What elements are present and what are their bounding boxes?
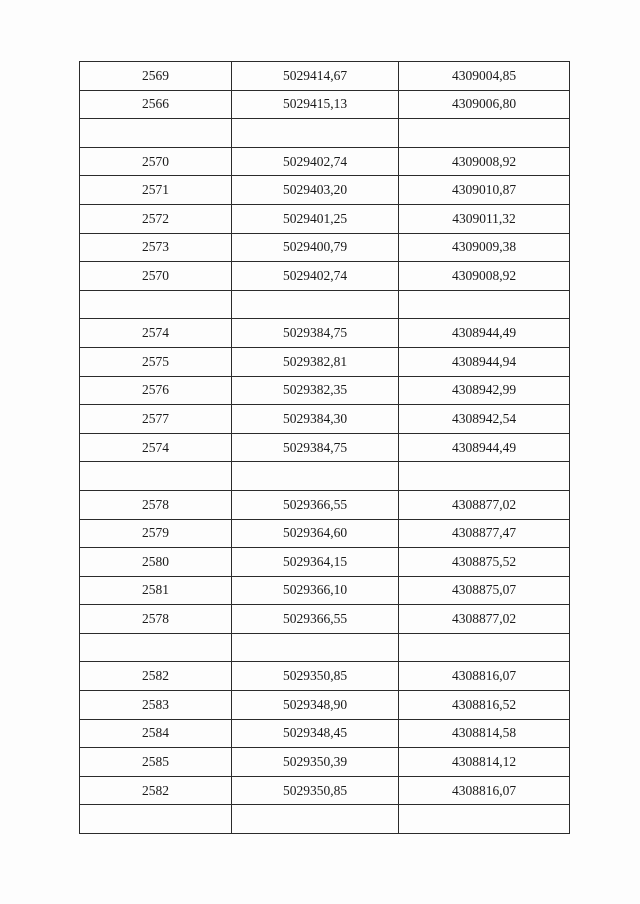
table-row [80,319,570,348]
x-coordinate-cell [232,462,399,491]
y-coordinate-cell: 4308814,58 [399,719,570,748]
x-coordinate-cell: 5029414,67 [232,62,399,91]
y-coordinate-cell [399,290,570,319]
separator-row [80,633,570,662]
x-coordinate-cell: 5029415,13 [232,90,399,119]
table-row [80,176,570,205]
y-coordinate-cell: 4309010,87 [399,176,570,205]
table-row [80,576,570,605]
point-number-cell: 2585 [80,748,232,777]
table-row [80,662,570,691]
x-coordinate-cell: 5029402,74 [232,262,399,291]
y-coordinate-cell: 4308942,54 [399,405,570,434]
x-coordinate-cell [232,805,399,834]
x-coordinate-cell: 5029402,74 [232,147,399,176]
table-row [80,204,570,233]
y-coordinate-cell: 4308816,07 [399,662,570,691]
table-row [80,233,570,262]
point-number-cell: 2578 [80,605,232,634]
table-row [80,719,570,748]
point-number-cell: 2579 [80,519,232,548]
y-coordinate-cell: 4309008,92 [399,262,570,291]
point-number-cell: 2569 [80,62,232,91]
x-coordinate-cell [232,119,399,148]
y-coordinate-cell [399,462,570,491]
point-number-cell: 2570 [80,147,232,176]
table-row [80,347,570,376]
point-number-cell: 2576 [80,376,232,405]
y-coordinate-cell: 4308944,49 [399,319,570,348]
separator-row [80,119,570,148]
point-number-cell [80,462,232,491]
y-coordinate-cell: 4308877,02 [399,605,570,634]
x-coordinate-cell: 5029350,85 [232,662,399,691]
point-number-cell: 2584 [80,719,232,748]
point-number-cell: 2577 [80,405,232,434]
table-row [80,90,570,119]
separator-row [80,290,570,319]
y-coordinate-cell: 4309011,32 [399,204,570,233]
point-number-cell: 2583 [80,691,232,720]
table-row [80,147,570,176]
point-number-cell: 2574 [80,433,232,462]
x-coordinate-cell: 5029366,55 [232,605,399,634]
table-row [80,548,570,577]
point-number-cell [80,633,232,662]
point-number-cell [80,119,232,148]
point-number-cell [80,290,232,319]
y-coordinate-cell: 4308877,02 [399,490,570,519]
x-coordinate-cell: 5029348,90 [232,691,399,720]
point-number-cell: 2571 [80,176,232,205]
point-number-cell: 2575 [80,347,232,376]
point-number-cell: 2578 [80,490,232,519]
table-row [80,376,570,405]
y-coordinate-cell: 4308944,49 [399,433,570,462]
x-coordinate-cell: 5029384,75 [232,433,399,462]
y-coordinate-cell: 4309008,92 [399,147,570,176]
point-number-cell: 2572 [80,204,232,233]
x-coordinate-cell: 5029384,30 [232,405,399,434]
y-coordinate-cell: 4308877,47 [399,519,570,548]
point-number-cell: 2566 [80,90,232,119]
table-row [80,490,570,519]
x-coordinate-cell [232,633,399,662]
point-number-cell: 2574 [80,319,232,348]
table-row [80,62,570,91]
y-coordinate-cell: 4309004,85 [399,62,570,91]
y-coordinate-cell: 4308942,99 [399,376,570,405]
y-coordinate-cell: 4308875,52 [399,548,570,577]
x-coordinate-cell: 5029364,60 [232,519,399,548]
x-coordinate-cell: 5029400,79 [232,233,399,262]
x-coordinate-cell: 5029366,10 [232,576,399,605]
table-row [80,605,570,634]
y-coordinate-cell [399,119,570,148]
x-coordinate-cell: 5029382,35 [232,376,399,405]
table-row [80,405,570,434]
point-number-cell: 2570 [80,262,232,291]
y-coordinate-cell: 4308816,07 [399,776,570,805]
x-coordinate-cell: 5029366,55 [232,490,399,519]
x-coordinate-cell: 5029382,81 [232,347,399,376]
y-coordinate-cell: 4308814,12 [399,748,570,777]
point-number-cell [80,805,232,834]
x-coordinate-cell: 5029401,25 [232,204,399,233]
x-coordinate-cell: 5029403,20 [232,176,399,205]
y-coordinate-cell: 4309009,38 [399,233,570,262]
x-coordinate-cell: 5029350,39 [232,748,399,777]
table-row [80,519,570,548]
coordinates-table-body [80,62,570,834]
point-number-cell: 2580 [80,548,232,577]
table-row [80,262,570,291]
table-row [80,748,570,777]
y-coordinate-cell: 4308816,52 [399,691,570,720]
separator-row [80,462,570,491]
table-row [80,776,570,805]
y-coordinate-cell [399,805,570,834]
point-number-cell: 2581 [80,576,232,605]
x-coordinate-cell: 5029364,15 [232,548,399,577]
y-coordinate-cell: 4309006,80 [399,90,570,119]
y-coordinate-cell: 4308944,94 [399,347,570,376]
table-row [80,691,570,720]
point-number-cell: 2573 [80,233,232,262]
x-coordinate-cell: 5029384,75 [232,319,399,348]
separator-row [80,805,570,834]
y-coordinate-cell [399,633,570,662]
y-coordinate-cell: 4308875,07 [399,576,570,605]
x-coordinate-cell: 5029348,45 [232,719,399,748]
point-number-cell: 2582 [80,776,232,805]
coordinates-table [79,61,570,834]
x-coordinate-cell [232,290,399,319]
point-number-cell: 2582 [80,662,232,691]
x-coordinate-cell: 5029350,85 [232,776,399,805]
table-row [80,433,570,462]
